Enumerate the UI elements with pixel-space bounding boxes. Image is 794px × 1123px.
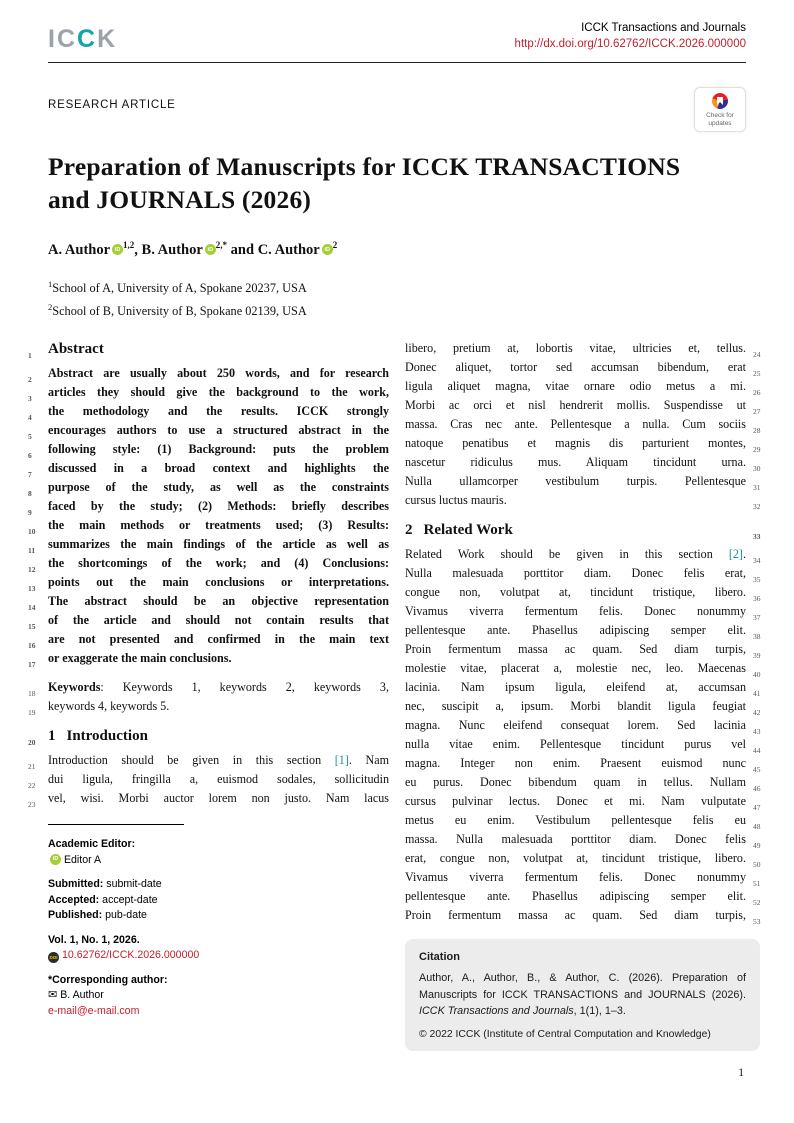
line-number: 19 [28, 707, 36, 717]
line-number: 17 [28, 659, 36, 669]
text-line [405, 659, 761, 679]
line-number: 6 [28, 450, 32, 460]
affiliation: $^1$School of A, University of A, Spokane 20237, USA [48, 278, 307, 295]
text-line [28, 364, 389, 384]
line-text: the methodology and the results. ICCK strongly [48, 404, 389, 419]
line-number: 22 [28, 780, 36, 790]
line-number: 1 [28, 350, 32, 360]
left-column-text [28, 340, 390, 809]
line-text: eu purus. Donec bibendum quam in tellus. Nullam [405, 775, 746, 790]
line-text: Proin fermentum massa ac quam. Sed diam turpis, [405, 642, 746, 657]
submitted-value: submit-date [106, 878, 162, 891]
line-text: the main methods or treatments used; (3) Results: [48, 518, 389, 533]
line-text: lacinia. Nam ipsum ligula, eleifend at, accumsan [405, 680, 746, 695]
line-number: 29 [753, 444, 761, 454]
line-number: 8 [28, 488, 32, 498]
right-column-text [405, 339, 761, 926]
line-number: 28 [753, 425, 761, 435]
title-line: Preparation of Manuscripts for ICCK TRANSACTIONS [48, 152, 681, 181]
line-text: cursus luctus mauris. [405, 493, 507, 508]
header-doi-link[interactable]: http://dx.doi.org/10.62762/ICCK.2026.000000 [514, 38, 746, 50]
text-line [405, 849, 761, 869]
title-line: and JOURNALS (2026) [48, 185, 312, 214]
citation-copyright: © 2022 ICCK (Institute of Central Computation and Knowledge) [419, 1028, 711, 1040]
line-text: points out the main conclusions or interpretations. [48, 575, 389, 590]
line-text: Abstract [48, 341, 104, 358]
footnote-block [48, 837, 389, 1019]
line-number: 25 [753, 368, 761, 378]
author-affiliation-sup: 2,* [215, 240, 228, 250]
academic-editor-group [48, 837, 389, 868]
line-text: Keywords: Keywords 1, keywords 2, keywords 3, [48, 680, 389, 695]
text-line [28, 459, 389, 479]
masthead [48, 22, 746, 52]
text-line [28, 554, 389, 574]
published-label: Published: [48, 909, 103, 922]
line-number: 31 [753, 482, 761, 492]
citation-title: Citation [419, 951, 460, 964]
line-text: ligula aliquet magna, vitae ornare odio metus a mi. [405, 379, 746, 394]
email-icon: ✉ [48, 989, 58, 1002]
academic-editor-label: Academic Editor: [48, 838, 136, 851]
line-number: 9 [28, 507, 32, 517]
line-text: Donec aliquet, tortor sed accumsan bibendum, erat [405, 360, 746, 375]
line-number: 15 [28, 621, 36, 631]
right-column [405, 339, 761, 1051]
line-number: 21 [28, 761, 36, 771]
header-rule [48, 62, 746, 63]
line-text: metus eu enim. Vestibulum pellentesque felis eu [405, 813, 746, 828]
section-heading [405, 521, 761, 541]
citation-box [405, 939, 760, 1051]
line-text: magna. Integer non enim. Praesent euismod nunc [405, 756, 746, 771]
line-number: 36 [753, 593, 761, 603]
text-line [405, 564, 761, 584]
line-number: 13 [28, 583, 36, 593]
text-line [405, 678, 761, 698]
text-line [405, 491, 761, 511]
author-name: C. Author [257, 241, 320, 258]
line-number: 40 [753, 669, 761, 679]
line-text: purpose of the study, as well as the constraints [48, 480, 389, 495]
line-number: 39 [753, 650, 761, 660]
line-number: 14 [28, 602, 36, 612]
line-text: Morbi ac orci et nisl hendrerit mollis. Suspendisse ut [405, 398, 746, 413]
citation-text: Author, A., Author, B., & Author, C. (2026). Preparation of Manuscripts for ICCK TRANSACTIONS and JOURNALS (2026). ICCK Transactions and Journals, 1(1), 1–3. [419, 972, 746, 1018]
accepted-value: accept-date [102, 893, 158, 906]
email-link[interactable]: e-mail@e-mail.com [48, 1004, 140, 1017]
text-line [28, 478, 389, 498]
journal-name: ICCK Transactions and Journals [581, 22, 746, 34]
line-number: 53 [753, 916, 761, 926]
line-number: 42 [753, 707, 761, 717]
line-text: cursus pulvinar lectus. Donec et mi. Nam vulputate [405, 794, 746, 809]
line-text: nec, suscipit a, ipsum. Morbi blandit ligula feugiat [405, 699, 746, 714]
submitted-label: Submitted: [48, 878, 104, 891]
text-line [28, 770, 389, 790]
line-text: encourages authors to use a structured abstract in the [48, 423, 389, 438]
article-title [48, 150, 746, 216]
line-number: 47 [753, 802, 761, 812]
line-number: 50 [753, 859, 761, 869]
text-line [28, 516, 389, 536]
text-line [28, 421, 389, 441]
line-number: 30 [753, 463, 761, 473]
text-line [405, 434, 761, 454]
text-line [28, 611, 389, 631]
text-line [28, 649, 389, 669]
line-text: 2 Related Work [405, 522, 513, 539]
crossmark-icon [712, 93, 728, 109]
line-number: 10 [28, 526, 36, 536]
published-value: pub-date [105, 909, 147, 922]
text-line [28, 592, 389, 612]
orcid-icon[interactable]: iD [205, 244, 216, 255]
line-text: massa. Nulla malesuada porttitor diam. Donec felis [405, 832, 746, 847]
affiliation: $^2$School of B, University of B, Spokane 02139, USA [48, 302, 307, 319]
text-line [405, 830, 761, 850]
line-text: natoque penatibus et magnis dis parturient montes, [405, 436, 746, 451]
line-text: are not presented and confirmed in the main text [48, 632, 389, 647]
doi-link[interactable]: 10.62762/ICCK.2026.000000 [62, 949, 200, 962]
text-line [405, 716, 761, 736]
line-number: 51 [753, 878, 761, 888]
line-text: massa. Cras nec ante. Pellentesque a nulla. Cum sociis [405, 417, 746, 432]
line-text: congue non, volutpat at, tincidunt tristique, libero. [405, 585, 746, 600]
author-affiliation-sup: 1,2 [123, 240, 135, 250]
line-number: 24 [753, 349, 761, 359]
line-number: 11 [28, 545, 36, 555]
line-number: 45 [753, 764, 761, 774]
logo-segment: IC [48, 25, 77, 53]
text-line [405, 453, 761, 473]
text-line [405, 415, 761, 435]
text-line [405, 339, 761, 359]
authors-line: A. Author iD $^{1,2}$, B. Author iD $^{2,*}$ and C. Author iD $^2$ [48, 240, 338, 258]
logo-segment: K [97, 25, 118, 53]
author-affiliation-sup: 2 [332, 240, 338, 250]
body-columns [28, 339, 761, 1051]
line-text: Nulla ullamcorper vestibulum turpis. Pellentesque [405, 474, 746, 489]
section-heading [28, 340, 389, 360]
orcid-icon[interactable]: iD [112, 244, 123, 255]
line-text: nascetur ridiculus mus. Aliquam tincidunt urna. [405, 455, 746, 470]
text-line [405, 396, 761, 416]
author-name: A. Author [48, 241, 111, 258]
journal-logo [48, 27, 117, 52]
line-text: faced by the study; (2) Methods: briefly describes [48, 499, 389, 514]
line-text: molestie vitae, placerat a, molestie nec, leo. Maecenas [405, 661, 746, 676]
line-text: dui ligula, fringilla a, euismod sodales, sollicitudin [48, 772, 389, 787]
line-text: nulla vitae enim. Pellentesque tincidunt purus vel [405, 737, 746, 752]
orcid-icon[interactable]: iD [50, 854, 61, 865]
text-line [28, 497, 389, 517]
text-line [405, 697, 761, 717]
text-line [405, 811, 761, 831]
line-number: 44 [753, 745, 761, 755]
text-line [28, 402, 389, 422]
line-number: 37 [753, 612, 761, 622]
check-for-updates-badge[interactable] [694, 87, 746, 132]
line-number: 2 [28, 374, 32, 384]
line-text: erat, congue non, volutpat at, tincidunt tristique, libero. [405, 851, 746, 866]
text-line [405, 583, 761, 603]
line-number: 12 [28, 564, 36, 574]
article-type-label: RESEARCH ARTICLE [48, 99, 176, 111]
line-text: Vivamus viverra fermentum felis. Donec nonummy [405, 604, 746, 619]
footnote-rule [48, 824, 184, 825]
line-number: 48 [753, 821, 761, 831]
section-number: 1 [48, 728, 56, 745]
volume-doi-group [48, 933, 389, 964]
text-line [28, 789, 389, 809]
text-line [28, 678, 389, 698]
line-number: 38 [753, 631, 761, 641]
line-text: Introduction should be given in this section [1]. Nam [48, 753, 390, 768]
line-text: the shortcomings of the work; and (4) Conclusions: [48, 556, 389, 571]
dates-group [48, 877, 389, 924]
text-line [405, 735, 761, 755]
line-text: magna. Nunc eleifend consequat lorem. Sed lacinia [405, 718, 746, 733]
line-text: Proin fermentum massa ac quam. Sed diam turpis, [405, 908, 746, 923]
line-text: following style: (1) Background: puts the problem [48, 442, 389, 457]
article-type-row [48, 87, 746, 132]
line-number: 26 [753, 387, 761, 397]
section-number: 2 [405, 522, 413, 539]
text-line [405, 621, 761, 641]
text-line [405, 640, 761, 660]
line-text: Nulla malesuada porttitor diam. Donec felis erat, [405, 566, 746, 581]
line-number: 52 [753, 897, 761, 907]
citation-ref[interactable]: [1] [334, 753, 349, 768]
line-text: pellentesque ante. Phasellus adipiscing semper elit. [405, 623, 746, 638]
line-text: summarizes the main findings of the article as well as [48, 537, 389, 552]
line-text: pellentesque ante. Phasellus adipiscing semper elit. [405, 889, 746, 904]
line-number: 32 [753, 501, 761, 511]
line-text: discussed in a broad context and highlights the [48, 461, 389, 476]
line-text: libero, pretium at, lobortis vitae, ultricies et, tellus. [405, 341, 746, 356]
text-line [28, 535, 389, 555]
line-text: Vivamus viverra fermentum felis. Donec nonummy [405, 870, 746, 885]
line-text: 1 Introduction [48, 728, 148, 745]
text-line [405, 754, 761, 774]
line-text: The abstract should be an objective representation [48, 594, 389, 609]
logo-segment-teal: C [77, 25, 98, 53]
citation-ref[interactable]: [2] [728, 547, 743, 562]
crossmark-label: Check for updates [706, 112, 734, 127]
line-number: 27 [753, 406, 761, 416]
line-text: keywords 4, keywords 5. [48, 699, 170, 714]
line-number: 18 [28, 688, 36, 698]
line-text: Abstract are usually about 250 words, and for research [48, 366, 389, 381]
line-number: 4 [28, 412, 32, 422]
doi-icon: DOI [48, 952, 59, 963]
line-number: 34 [753, 555, 761, 565]
line-number: 23 [28, 799, 36, 809]
line-number: 16 [28, 640, 36, 650]
section-heading [28, 727, 389, 747]
line-number: 33 [753, 531, 761, 541]
text-line [405, 792, 761, 812]
line-number: 20 [28, 737, 36, 747]
text-line [405, 773, 761, 793]
line-number: 7 [28, 469, 32, 479]
line-text: vel, wisi. Morbi auctor lorem non justo. Nam lacus [48, 791, 389, 806]
line-text: of the article and should not contain results that [48, 613, 389, 628]
text-line [405, 868, 761, 888]
text-line [28, 751, 390, 771]
corresponding-group [48, 973, 389, 1020]
text-line [405, 377, 761, 397]
line-text: Related Work should be given in this section [2]. [405, 547, 746, 562]
masthead-right [515, 22, 746, 50]
line-text: or exaggerate the main conclusions. [48, 651, 232, 666]
line-number: 5 [28, 431, 32, 441]
volume-line: Vol. 1, No. 1, 2026. [48, 933, 140, 946]
text-line [28, 440, 389, 460]
corresponding-label: *Corresponding author: [48, 973, 168, 986]
keywords-label: Keywords [48, 680, 101, 695]
author-name: B. Author [141, 241, 203, 258]
citation-journal-name: ICCK Transactions and Journals [419, 1005, 574, 1018]
text-line [405, 602, 761, 622]
text-line [405, 887, 761, 907]
text-line [28, 630, 389, 650]
corresponding-author-name: B. Author [60, 989, 104, 1002]
text-line [405, 906, 761, 926]
orcid-icon[interactable]: iD [322, 244, 333, 255]
affiliation-sup: 2 [48, 302, 53, 313]
line-text: articles they should give the background to the work, [48, 385, 389, 400]
line-number: 41 [753, 688, 761, 698]
text-line [28, 383, 389, 403]
left-column [28, 339, 390, 1051]
line-number: 3 [28, 393, 32, 403]
text-line [28, 697, 389, 717]
line-number: 49 [753, 840, 761, 850]
affiliation-sup: 1 [48, 278, 53, 289]
accepted-label: Accepted: [48, 893, 100, 906]
page-number: 1 [738, 1067, 744, 1079]
line-number: 43 [753, 726, 761, 736]
text-line [405, 545, 761, 565]
text-line [28, 573, 389, 593]
text-line [405, 358, 761, 378]
affiliations [48, 275, 746, 322]
line-number: 35 [753, 574, 761, 584]
academic-editor-name: Editor A [63, 853, 102, 866]
line-number: 46 [753, 783, 761, 793]
text-line [405, 472, 761, 492]
